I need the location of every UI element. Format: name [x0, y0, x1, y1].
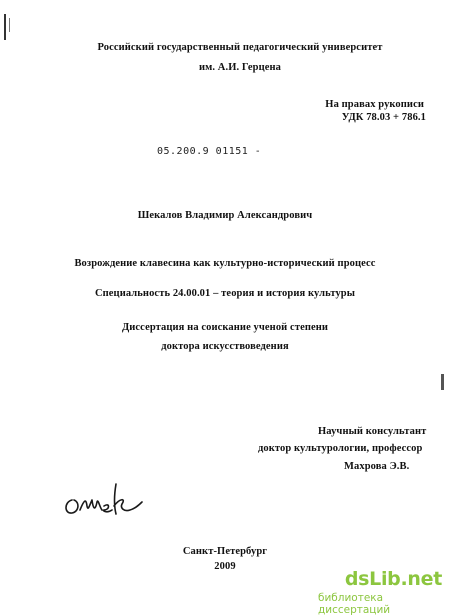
- watermark-logo: dsLib.net: [344, 568, 442, 590]
- scan-edge-mark: [9, 18, 10, 32]
- consultant-role: Научный консультант: [318, 426, 427, 437]
- year: 2009: [214, 561, 236, 572]
- degree-line-1: Диссертация на соискание ученой степени: [121, 322, 329, 333]
- consultant-degree: доктор культурологии, профессор: [258, 443, 423, 454]
- scan-edge-mark: [4, 14, 6, 40]
- watermark-subtitle: библиотека диссертаций: [318, 592, 391, 616]
- degree-line-2: доктора искусствоведения: [161, 341, 289, 352]
- consultant-name: Махрова Э.В.: [344, 461, 410, 472]
- manuscript-rights: На правах рукописи: [325, 99, 424, 110]
- handwritten-signature: [62, 480, 146, 518]
- author-name: Шекалов Владимир Александрович: [137, 210, 313, 221]
- institution-subtitle: им. А.И. Герцена: [198, 62, 282, 73]
- inventory-stamp: 05.200.9 01151 -: [157, 146, 262, 157]
- watermark: [318, 566, 448, 616]
- udk-code: УДК 78.03 + 786.1: [341, 112, 426, 123]
- scan-edge-mark: [441, 374, 444, 390]
- dissertation-title: Возрождение клавесина как культурно-исторический процесс: [74, 258, 376, 269]
- institution-name: Российский государственный педагогический университет: [97, 42, 383, 53]
- city: Санкт-Петербург: [182, 546, 268, 557]
- specialty: Специальность 24.00.01 – теория и история культуры: [94, 288, 356, 299]
